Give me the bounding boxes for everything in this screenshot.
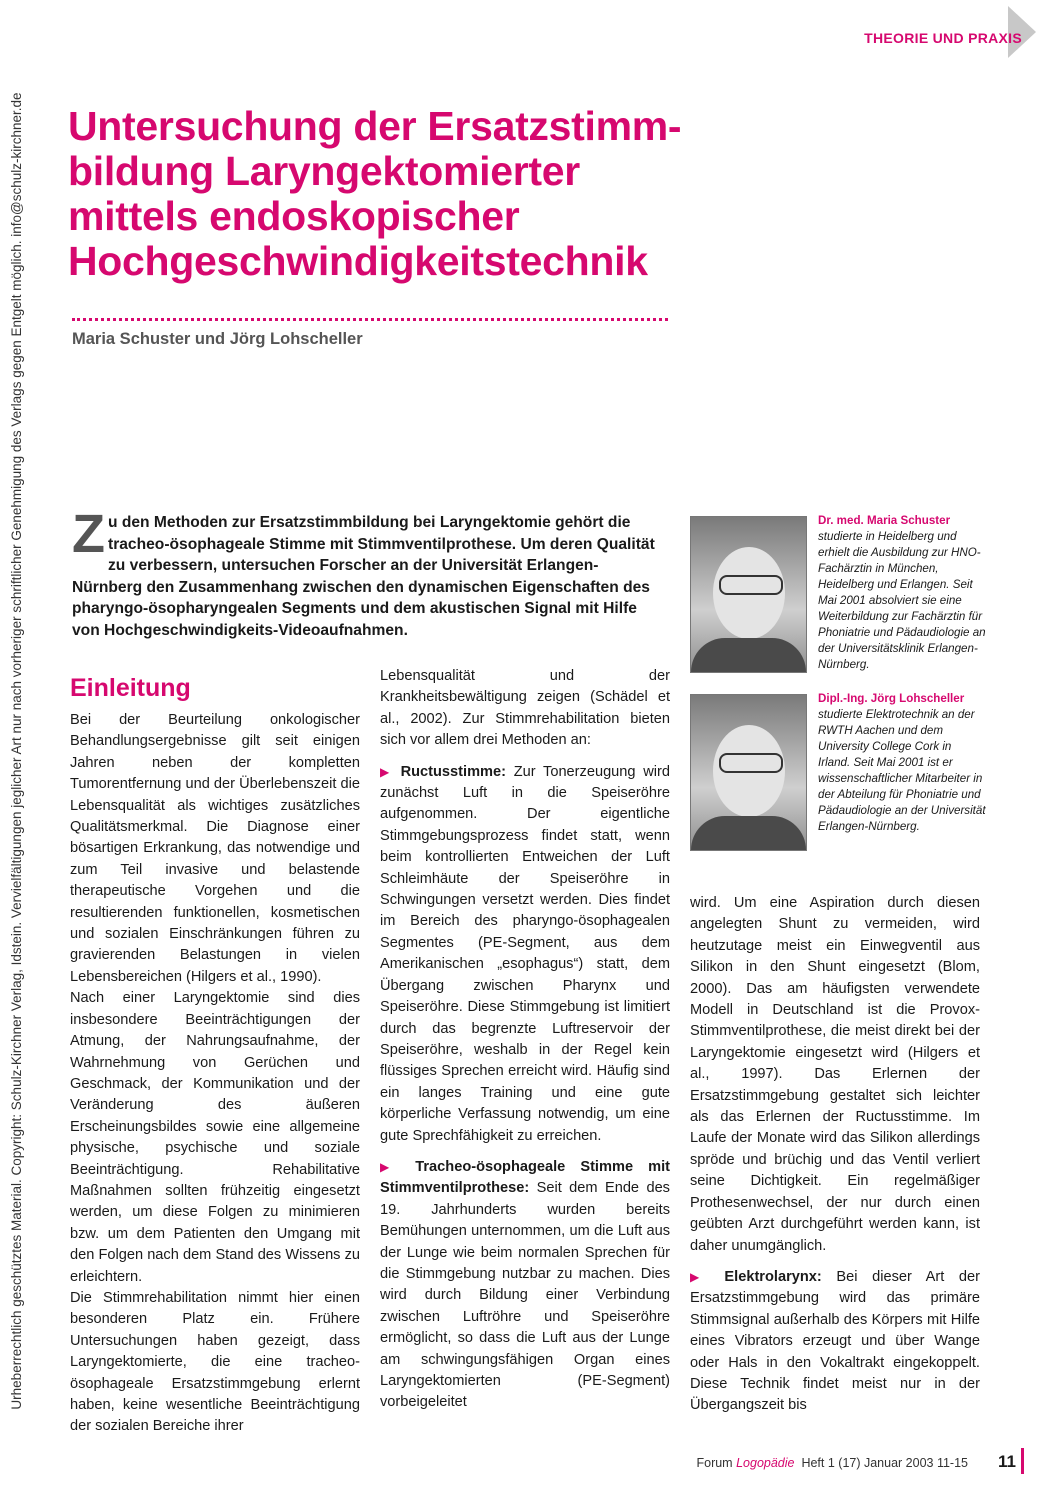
paragraph: Lebensqualität und der Krankheitsbewältigung zeigen (Schädel et al., 2002). Zur Stimmrehabilitation bieten sich vor allem drei Methoden an: bbox=[380, 668, 670, 749]
drop-cap: Z bbox=[72, 504, 105, 564]
item-label: Ructusstimme: bbox=[400, 763, 506, 780]
page-footer bbox=[696, 1456, 968, 1470]
section-label: THEORIE UND PRAXIS bbox=[864, 30, 1022, 46]
paragraph: Die Stimmrehabilitation nimmt hier einen besonderen Platz ein. Frühere Untersuchungen haben gezeigt, dass Laryngektomierte, die eine tracheo-ösophageale Ersatzstimmgebung erlernt haben, keine wesentliche Beeinträchtigung der sozialen Bereiche ihrer bbox=[70, 1289, 360, 1435]
text-column-1 bbox=[70, 710, 360, 1438]
bio-name: Dipl.-Ing. Jörg Lohscheller bbox=[818, 692, 965, 705]
triangle-bullet-icon: ▶ bbox=[380, 1159, 401, 1174]
triangle-bullet-icon: ▶ bbox=[380, 764, 393, 779]
section-heading: Einleitung bbox=[70, 674, 191, 702]
item-label: Tracheo-ösophageale Stimme mit Stimmventilprothese: bbox=[380, 1158, 670, 1197]
item-text: Zur Tonerzeugung wird zunächst Luft in die Speiseröhre aufgenommen. Der eigentliche Stimmgebungsprozess findet statt, wenn beim kontrollierten Entweichen der Luft Schleimhäute der Speiseröhre in Schwingungen versetzt werden. Dies findet im Bereich des pharyngo-ösophagealen Segmentes (PE-Segment, aus dem Amerikanischen „esophagus“) statt, dem Übergang zwischen Pharynx und Speiseröhre. Diese Stimmgebung ist limitiert durch das begrenzte Luftreservoir der Speiseröhre, weshalb in der Regel kein flüssiges Sprechen erreicht wird. Häufig sind ein langes Training und eine gute körperliche Verfassung notwendig, um eine gute Sprechfähigkeit zu erreichen. bbox=[380, 763, 670, 1144]
page-number: 11 bbox=[998, 1452, 1016, 1471]
lead-paragraph bbox=[72, 504, 668, 641]
item-text: Seit dem Ende des 19. Jahrhunderts wurden bereits Bemühungen unternommen, um die Luft aus der Lunge wie beim normalen Sprechen für die Stimmgebung nutzbar zu machen. Dies wird durch Bildung einer Verbindung zwischen Luftröhre und Speiseröhre ermöglicht, so dass die Luft aus der Lunge am schwingungsfähigen Organ eines Laryngektomierten (PE-Segment) vorbeigeleitet bbox=[380, 1180, 670, 1411]
author-bio-schuster bbox=[818, 513, 986, 673]
copyright-side-note: Urheberrechtlich geschütztes Material. Copyright: Schulz-Kirchner Verlag, Idstein. Vervielfältigungen jeglicher Art nur nach vorheriger schriftlicher Genehmigung des Verlags gegen Entgelt möglich. info@schulz-kirchner.de bbox=[9, 92, 24, 1410]
footer-journal: Logopädie bbox=[736, 1456, 795, 1470]
article-authors: Maria Schuster und Jörg Lohscheller bbox=[72, 330, 363, 348]
glasses-icon bbox=[719, 753, 783, 773]
bio-text: studierte in Heidelberg und erhielt die Ausbildung zur HNO-Fachärztin in München, Heidelberg und Erlangen. Seit Mai 2001 absolviert sie eine Weiterbildung zur Fachärztin für Phoniatrie und Pädaudiologie an der Universitätsklinik Erlangen-Nürnberg. bbox=[818, 530, 986, 671]
footer-forum: Forum bbox=[696, 1456, 733, 1470]
list-item bbox=[380, 1157, 670, 1414]
triangle-bullet-icon: ▶ bbox=[690, 1269, 710, 1284]
paragraph: wird. Um eine Aspiration durch diesen angelegten Shunt zu vermeiden, wird heutzutage meist ein Einwegventil aus Silikon in den Shunt eingesetzt (Blom, 2000). Das am häufigsten verwendete Modell in Deutschland ist die Provox-Stimmventilprothese, die meist direkt bei der Laryngektomie eingesetzt wird (Hilgers et al., 1997). Das Erlernen der Ersatzstimmgebung gestaltet sich leichter als das Erlernen der Ructusstimme. Im Laufe der Monate wird das Silikon allerdings spröde und brüchig und das Ventil verliert seine Dichtigkeit. Ein regelmäßiger Prothesenwechsel, der nur durch einen geübten Arzt durchgeführt werden kann, ist daher unumgänglich. bbox=[690, 895, 980, 1254]
paragraph: Bei der Beurteilung onkologischer Behandlungsergebnisse gilt seit einigen Jahren neben der kompletten Tumorentfernung und der Überlebenszeit die Lebensqualität als wichtiges zusätzliches Qualitätsmerkmal. Die Diagnose einer bösartigen Erkrankung, das notwendige und zum Teil invasive und belastende therapeutische Vorgehen und die resultierenden funktionellen, kosmetischen und sozialen Einschränkungen führen zu gravierenden Belastungen in vielen Lebensbereichen (Hilgers et al., 1990). bbox=[70, 712, 360, 985]
lead-text: u den Methoden zur Ersatzstimmbildung bei Laryngektomie gehört die tracheo-ösophageale Stimme mit Stimmventilprothese. Um deren Qualität zu verbessern, untersuchen Forscher an der Universität Erlangen-Nürnberg den Zusammenhang zwischen den dynamischen Eigenschaften des pharyngo-ösopharyngealen Segments und dem akustischen Signal mit Hilfe von Hochgeschwindigkeits-Videoaufnahmen. bbox=[72, 514, 655, 639]
bio-text: studierte Elektrotechnik an der RWTH Aachen und dem University College Cork in Irland. Seit Mai 2001 ist er wissenschaftlicher Mitarbeiter in der Abteilung für Phoniatrie und Pädaudiologie an der Universität Erlangen-Nürnberg. bbox=[818, 708, 986, 833]
dotted-divider bbox=[72, 318, 668, 321]
footer-issue: Heft 1 (17) Januar 2003 11-15 bbox=[801, 1456, 968, 1470]
article-title: Untersuchung der Ersatzstimm-bildung Laryngektomierter mittels endoskopischer Hochgeschwindigkeitstechnik bbox=[68, 103, 682, 284]
author-bio-lohscheller bbox=[818, 691, 986, 835]
item-label: Elektrolarynx: bbox=[724, 1268, 822, 1285]
paragraph: Nach einer Laryngektomie sind dies insbesondere Beeinträchtigungen der Atmung, der Nahrungsaufnahme, der Wahrnehmung von Gerüchen und Geschmack, der Kommunikation und der Veränderung des äußeren Erscheinungsbildes sowie eine allgemeine physische, psychische und soziale Beeinträchtigung. Rehabilitative Maßnahmen sollten frühzeitig eingesetzt werden, um diese Folgen zu minimieren bzw. um dem Patienten den Umgang mit den Folgen nach dem Stand des Wissens zu erleichtern. bbox=[70, 990, 360, 1285]
list-item bbox=[690, 1267, 980, 1417]
bio-name: Dr. med. Maria Schuster bbox=[818, 514, 951, 527]
list-item bbox=[380, 762, 670, 1147]
glasses-icon bbox=[719, 575, 783, 595]
text-column-3 bbox=[690, 893, 980, 1417]
author-photo-lohscheller bbox=[690, 694, 807, 851]
author-photo-schuster bbox=[690, 516, 807, 673]
item-text: Bei dieser Art der Ersatzstimmgebung wird das primäre Stimmsignal außerhalb des Körpers mit Hilfe eines Vibrators erzeugt und über Wange oder Hals in den Vokaltrakt eingekoppelt. Diese Technik findet meist nur in der Übergangszeit bis bbox=[690, 1268, 981, 1414]
footer-accent-bar bbox=[1021, 1448, 1024, 1474]
text-column-2 bbox=[380, 666, 670, 1414]
